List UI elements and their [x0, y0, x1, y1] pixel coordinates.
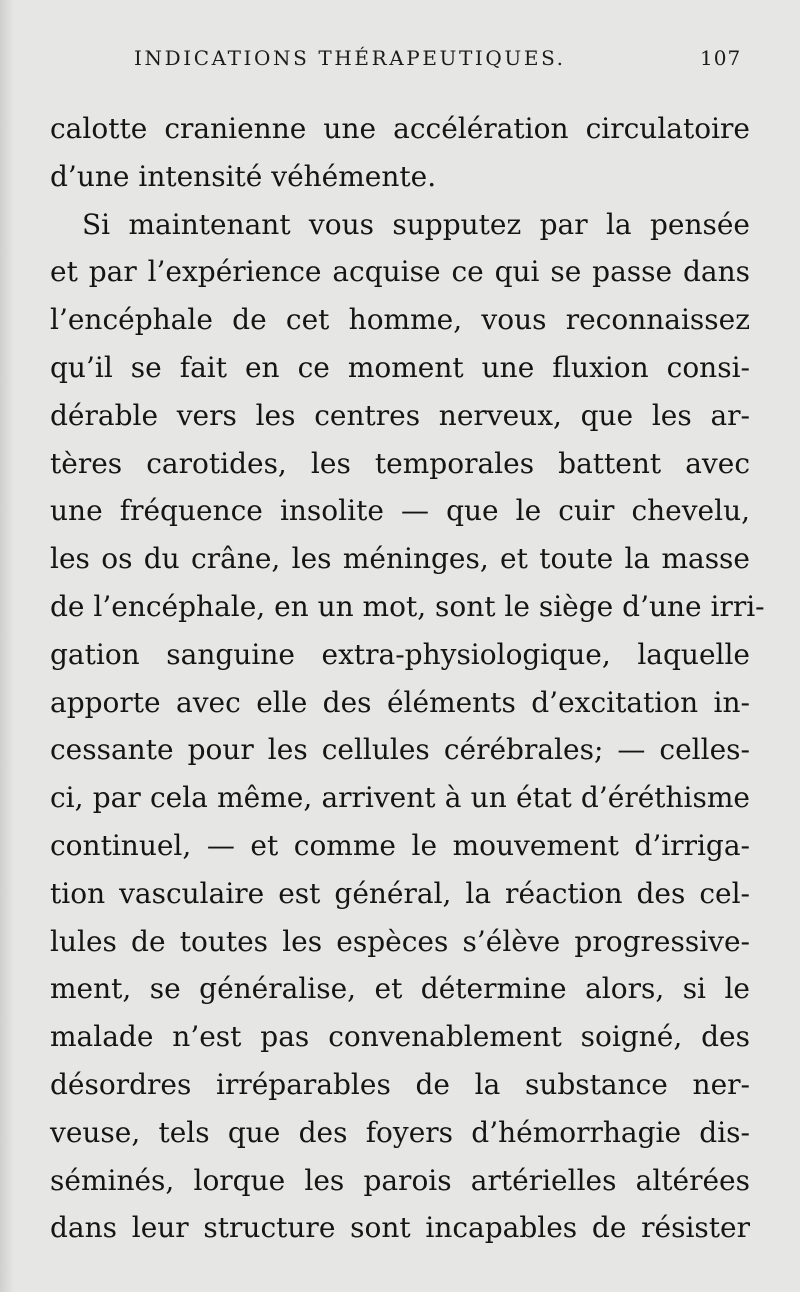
text-line: ment, se généralise, et détermine alors, si le — [50, 972, 750, 1006]
text-line: de l’encéphale, en un mot, sont le siège d’une irri- — [50, 589, 765, 623]
text-line: et par l’expérience acquise ce qui se passe dans — [50, 255, 750, 289]
text-line: Si maintenant vous supputez par la pensée — [82, 207, 750, 241]
text-line: cessante pour les cellules cérébrales; — celles- — [50, 733, 750, 767]
page-edge-shadow — [0, 0, 14, 1292]
text-line: lules de toutes les espèces s’élève progressive- — [50, 924, 750, 958]
text-line: gation sanguine extra-physiologique, laquelle — [50, 637, 750, 671]
text-line: malade n’est pas convenablement soigné, des — [50, 1020, 750, 1054]
text-line: désordres irréparables de la substance ner- — [50, 1067, 750, 1101]
text-line: l’encéphale de cet homme, vous reconnaissez — [50, 303, 750, 337]
text-line: tères carotides, les temporales battent avec — [50, 446, 750, 480]
paragraph-2 — [50, 201, 765, 1253]
paragraph-1 — [50, 105, 750, 201]
text-line: dérable vers les centres nerveux, que les ar- — [50, 398, 750, 432]
text-line: qu’il se fait en ce moment une fluxion consi- — [50, 350, 750, 384]
running-head — [0, 38, 800, 78]
text-line: une fréquence insolite — que le cuir chevelu, — [50, 494, 750, 528]
text-line: tion vasculaire est général, la réaction des cel- — [50, 876, 750, 910]
text-line: continuel, — et comme le mouvement d’irriga- — [50, 828, 750, 862]
text-line: veuse, tels que des foyers d’hémorrhagie dis- — [50, 1115, 750, 1149]
text-line: séminés, lorque les parois artérielles altérées — [50, 1163, 750, 1197]
text-line: les os du crâne, les méninges, et toute la masse — [50, 542, 750, 576]
text-line: dans leur structure sont incapables de résister — [50, 1211, 750, 1245]
text-line: apporte avec elle des éléments d’excitation in- — [50, 685, 750, 719]
body-text — [50, 105, 765, 1252]
page-number: 107 — [700, 46, 742, 70]
text-line: d’une intensité véhémente. — [50, 159, 437, 193]
running-title: INDICATIONS THÉRAPEUTIQUES. — [134, 46, 566, 70]
text-line: ci, par cela même, arrivent à un état d’éréthisme — [50, 781, 750, 815]
text-line: calotte cranienne une accélération circulatoire — [50, 112, 750, 145]
